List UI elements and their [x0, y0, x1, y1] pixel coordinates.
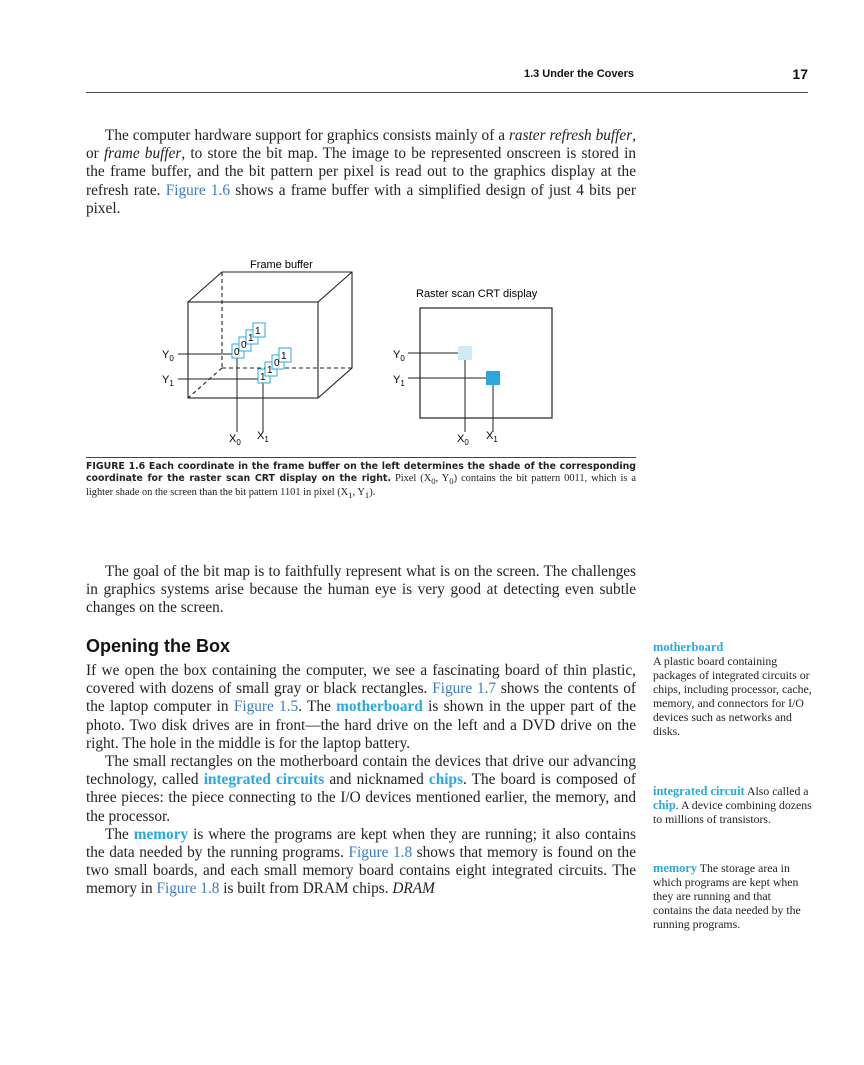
text-run: The small rectangles on the motherboard contain the devices that drive our advancing technology, called — [86, 753, 636, 789]
paragraph-integrated-circuits — [86, 753, 636, 826]
crt-pixel-x0-y0 — [458, 346, 472, 360]
text-run: shows a frame buffer with a simplified design of just 4 bits per pixel. — [86, 181, 637, 217]
pixel0-bit: 1 — [248, 333, 254, 344]
caption-subscript: 1 — [348, 490, 353, 501]
figure-frame-buffer-diagram — [140, 254, 600, 449]
paragraph-memory — [86, 826, 636, 899]
figure-link-1-7[interactable]: Figure 1.7 — [432, 680, 497, 698]
glossary-term-chip: chip — [653, 798, 676, 812]
glossary-definition: Also called a — [744, 784, 809, 798]
text-run: . The — [298, 698, 337, 716]
text-run: , or — [86, 127, 637, 163]
caption-text: Pixel (X — [390, 473, 432, 485]
figure-link-1-8[interactable]: Figure 1.8 — [156, 880, 220, 898]
figure-caption — [86, 457, 636, 502]
text-run: is where the programs are kept when they are running; it also contains the data needed by the running programs. — [86, 825, 636, 862]
x0-label: $X_0$ — [229, 433, 241, 447]
glossary-definition: . A device combining dozens to millions of transistors. — [653, 798, 812, 826]
crt-display-label: Raster scan CRT display — [416, 288, 538, 300]
caption-text: ). — [369, 487, 376, 499]
text-run: The — [105, 825, 134, 843]
crt-x1-label: $X_1$ — [486, 430, 498, 444]
pixel0-bit: 0 — [234, 347, 240, 358]
glossary-term: integrated circuit — [653, 784, 745, 798]
paragraph-text: The goal of the bit map is to faithfully represent what is on the screen. The challenges in graphics systems arise because the human eye is very good at detecting even subtle changes on the screen. — [86, 563, 636, 617]
y1-label: $Y_1$ — [162, 374, 174, 388]
pixel1-bit: 0 — [274, 358, 280, 369]
text-run: shows the contents of the laptop computer in — [86, 680, 636, 716]
glossary-entry-memory — [653, 861, 813, 931]
text-run: The computer hardware support for graphics consists mainly of a — [105, 127, 509, 144]
pixel1-bit-stack — [258, 348, 291, 383]
paragraph-bit-map-goal — [86, 563, 636, 618]
glossary-definition: The storage area in which programs are kept when they are running and that contains the data needed by the running programs. — [653, 861, 801, 931]
pixel1-bit: 1 — [267, 365, 273, 376]
crt-y1-label: $Y_1$ — [393, 374, 405, 388]
emphasis-raster-refresh-buffer: raster refresh buffer — [508, 127, 633, 144]
glossary-term: memory — [653, 861, 698, 875]
pixel0-bit: 1 — [255, 326, 261, 337]
caption-text: , Y — [352, 487, 365, 499]
term-memory[interactable]: memory — [133, 825, 189, 843]
x1-label: $X_1$ — [257, 430, 269, 444]
term-motherboard[interactable]: motherboard — [336, 698, 423, 716]
glossary-entry-motherboard — [653, 640, 813, 738]
frame-buffer-diagram — [140, 254, 600, 449]
section-heading: Opening the Box — [86, 636, 230, 656]
caption-subscript: 0 — [431, 476, 436, 487]
y-axis-lines — [178, 354, 263, 432]
pixel1-bit: 1 — [260, 372, 266, 383]
header-section-title: 1.3 Under the Covers — [523, 68, 634, 80]
text-run: shows that memory is found on the two small boards, and each small memory board contains eight integrated circuits. The memory in — [86, 844, 636, 898]
text-run: is shown in the upper part of the photo. Two disk drives are in front—the hard drive on the left and a DVD drive on the right. The hole in the middle is for the laptop battery. — [86, 698, 637, 752]
paragraph-graphics-support — [86, 127, 636, 218]
crt-pixel-x1-y1 — [486, 371, 500, 385]
term-chips[interactable]: chips — [428, 771, 463, 789]
text-run: . The board is composed of three pieces: the piece connecting to the I/O devices mentioned earlier, the memory, and the processor. — [86, 771, 637, 825]
emphasis-frame-buffer: frame buffer — [103, 145, 182, 163]
crt-coordinate-lines — [408, 353, 493, 432]
y0-label: $Y_0$ — [162, 349, 174, 363]
glossary-definition: A plastic board containing packages of integrated circuits or chips, including processor, cache, memory, and connectors for I/O devices such as networks and disks. — [653, 654, 812, 738]
page-number: 17 — [792, 66, 808, 82]
pixel1-bit: 1 — [281, 351, 287, 362]
figure-link-1-6[interactable]: Figure 1.6 — [165, 181, 231, 199]
caption-subscript: 1 — [364, 490, 370, 501]
text-run: is built from DRAM chips. — [219, 880, 393, 898]
text-run: and nicknamed — [324, 771, 429, 789]
term-integrated-circuits[interactable]: integrated circuits — [203, 771, 325, 789]
caption-subscript: 0 — [449, 476, 454, 487]
frame-buffer-label: Frame buffer — [250, 259, 313, 271]
crt-y0-label: $Y_0$ — [393, 349, 405, 363]
paragraph-motherboard — [86, 662, 636, 753]
section-body-opening-the-box — [86, 662, 636, 899]
running-header — [86, 66, 808, 93]
glossary-term: motherboard — [653, 640, 724, 654]
caption-text: , Y — [435, 473, 450, 485]
pixel0-bit: 0 — [241, 340, 247, 351]
caption-text: ) contains the bit pattern 0011, which is a lighter shade on the screen than the bit pattern 1101 in pixel (X — [86, 473, 636, 499]
caption-title: FIGURE 1.6 Each coordinate in the frame buffer on the left determines the shade of the corresponding coordinate for the raster scan CRT display on the right. — [86, 461, 636, 485]
pixel0-bit-stack — [232, 323, 265, 358]
figure-link-1-5[interactable]: Figure 1.5 — [233, 698, 299, 716]
figure-link-1-8[interactable]: Figure 1.8 — [348, 844, 413, 862]
crt-screen — [420, 308, 552, 418]
glossary-entry-integrated-circuit — [653, 784, 813, 826]
text-run: If we open the box containing the computer, we see a fascinating board of thin plastic, covered with dozens of small gray or black rectangles. — [86, 662, 636, 698]
text-run: , to store the bit map. The image to be represented onscreen is stored in the frame buffer, and the bit pattern per pixel is read out to the graphics display at the refresh rate. — [86, 145, 636, 199]
crt-x0-label: $X_0$ — [457, 433, 469, 447]
emphasis-dram: DRAM — [392, 880, 435, 898]
